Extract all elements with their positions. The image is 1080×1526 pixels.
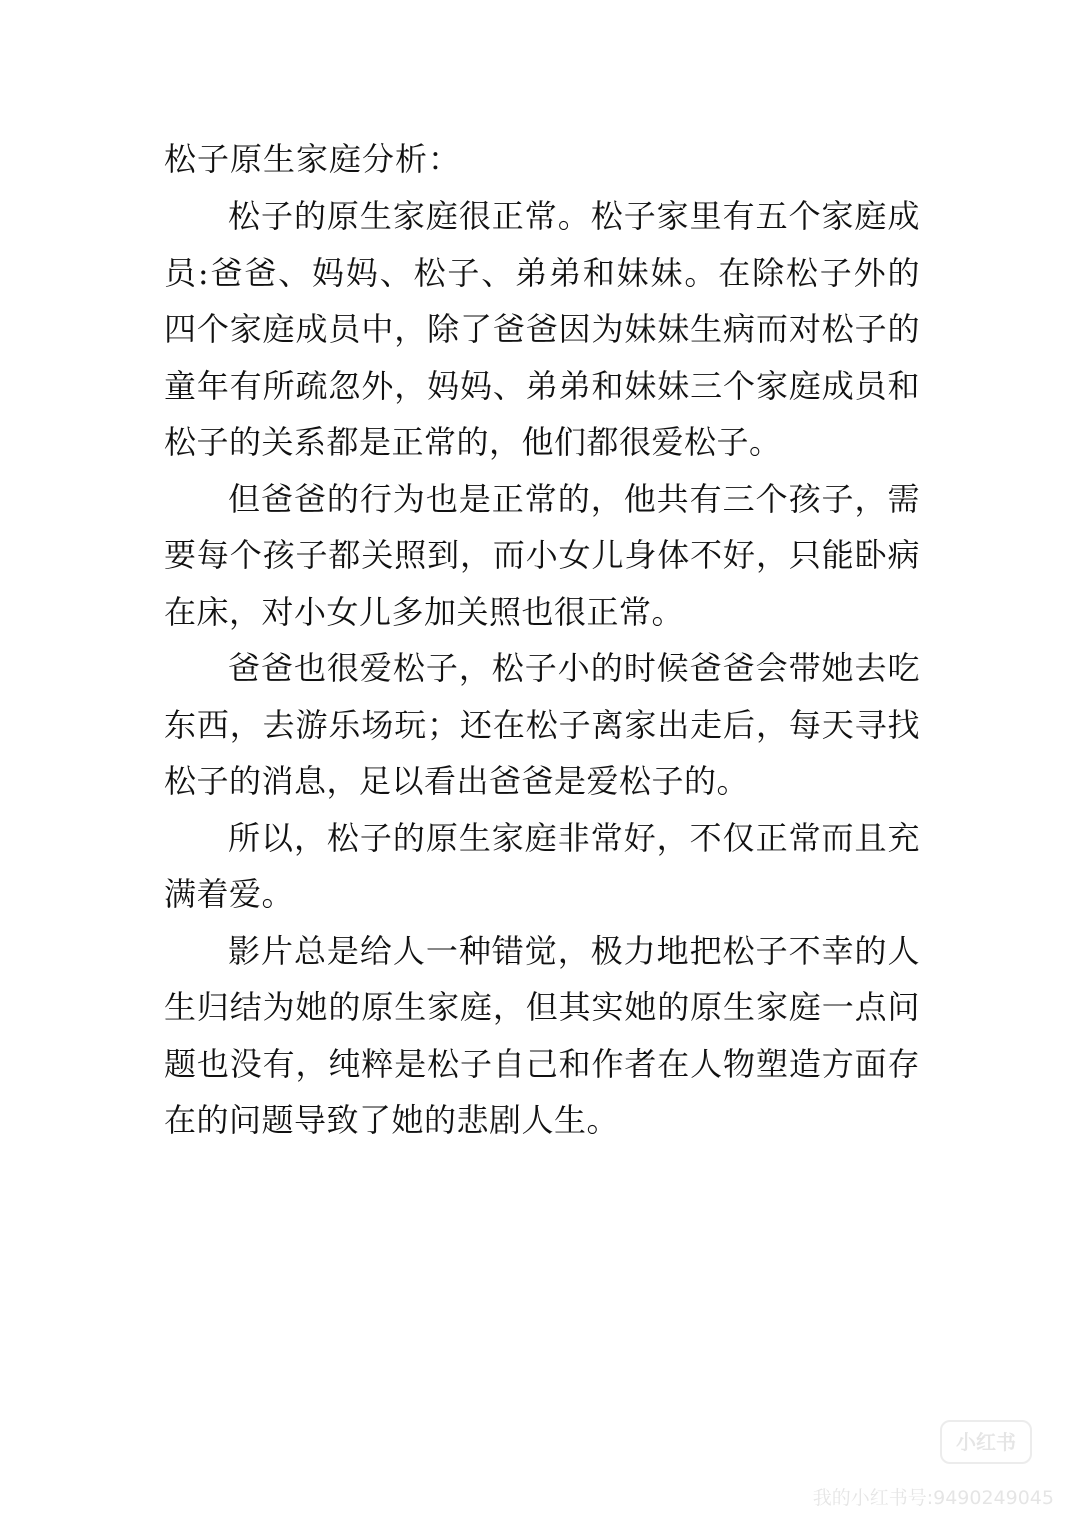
watermark-id: 我的小红书号:9490249045 — [812, 1487, 1054, 1509]
paragraph-3: 爸爸也很爱松子，松子小的时候爸爸会带她去吃东西，去游乐场玩；还在松子离家出走后，每天寻找松子的消息，足以看出爸爸是爱松子的。 — [164, 649, 920, 800]
document-body — [164, 130, 920, 1149]
watermark-logo: 小红书 — [940, 1420, 1032, 1464]
paragraph-1: 松子的原生家庭很正常。松子家里有五个家庭成员:爸爸、妈妈、松子、弟弟和妹妹。在除松子外的四个家庭成员中，除了爸爸因为妹妹生病而对松子的童年有所疏忽外，妈妈、弟弟和妹妹三个家庭成员和松子的关系都是正常的，他们都很爱松子。 — [164, 197, 920, 461]
paragraph-4: 所以，松子的原生家庭非常好，不仅正常而且充满着爱。 — [164, 818, 920, 913]
paragraph-5: 影片总是给人一种错觉，极力地把松子不幸的人生归结为她的原生家庭，但其实她的原生家庭一点问题也没有，纯粹是松子自己和作者在人物塑造方面存在的问题导致了她的悲剧人生。 — [164, 931, 920, 1139]
paragraph-2: 但爸爸的行为也是正常的，他共有三个孩子，需要每个孩子都关照到，而小女儿身体不好，只能卧病在床，对小女儿多加关照也很正常。 — [164, 479, 920, 631]
document-title: 松子原生家庭分析： — [164, 140, 462, 178]
watermark — [794, 1420, 1054, 1510]
